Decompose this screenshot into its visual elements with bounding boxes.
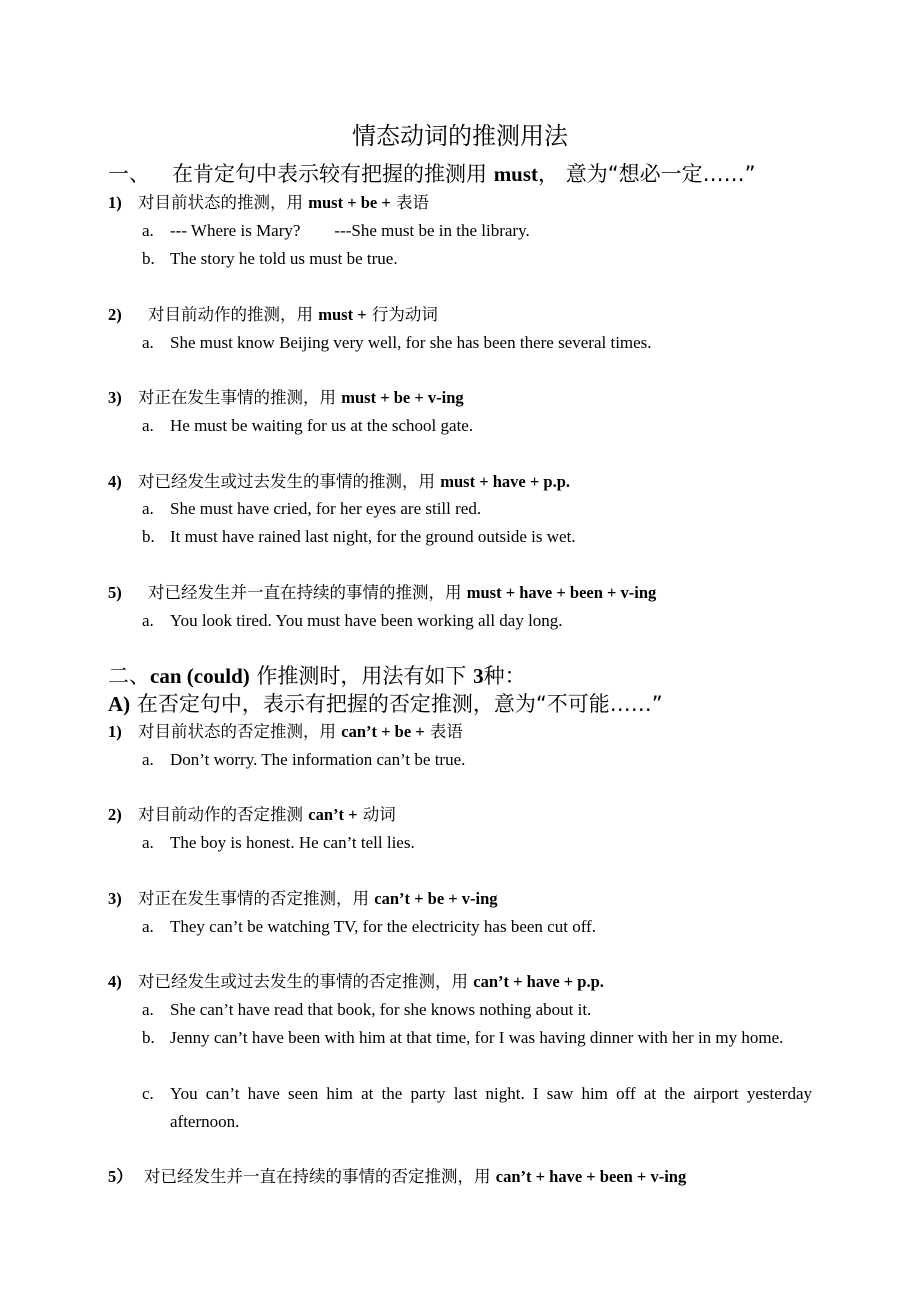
section-heading-must: 一、 在肯定句中表示较有把握的推测用 must， 意为“想必一定……” <box>108 162 756 186</box>
example-item: a. She must have cried, for her eyes are still red. <box>142 499 482 518</box>
subsection-heading-negative: A) 在否定句中，表示有把握的否定推测，意为“不可能……” <box>108 692 663 716</box>
rule-heading: 5） 对已经发生并一直在持续的事情的否定推测，用 can’t + have + been + v-ing <box>108 1167 687 1186</box>
rule-heading: 3) 对正在发生事情的推测，用 must + be + v-ing <box>108 388 464 407</box>
page-title: 情态动词的推测用法 <box>352 122 568 150</box>
example-item: b. The story he told us must be true. <box>142 249 398 268</box>
rule-heading: 1) 对目前状态的否定推测，用 can’t + be + 表语 <box>108 722 463 741</box>
rule-heading: 1) 对目前状态的推测，用 must + be + 表语 <box>108 193 430 212</box>
example-item: c. You can’t have seen him at the party last night. I saw him off at the airport yesterday afternoon. <box>142 1084 812 1131</box>
rule-heading: 5) 对已经发生并一直在持续的事情的推测，用 must + have + been + v-ing <box>108 583 657 602</box>
example-item: a. You look tired. You must have been working all day long. <box>142 611 563 630</box>
example-item: a. The boy is honest. He can’t tell lies. <box>142 833 415 852</box>
example-item: a. She can’t have read that book, for she knows nothing about it. <box>142 1000 592 1019</box>
example-item: a. He must be waiting for us at the school gate. <box>142 416 474 435</box>
section-heading-can: 二、can (could) 作推测时，用法有如下 3种： <box>108 664 526 688</box>
rule-heading: 2) 对目前动作的否定推测 can’t + 动词 <box>108 805 396 824</box>
example-item: a. They can’t be watching TV, for the electricity has been cut off. <box>142 917 596 936</box>
example-item: a. Don’t worry. The information can’t be true. <box>142 750 466 769</box>
rule-heading: 4) 对已经发生或过去发生的事情的否定推测，用 can’t + have + p.p. <box>108 972 604 991</box>
rule-heading: 4) 对已经发生或过去发生的事情的推测，用 must + have + p.p. <box>108 472 570 491</box>
rule-heading: 2) 对目前动作的推测，用 must + 行为动词 <box>108 305 438 324</box>
example-item: b. It must have rained last night, for the ground outside is wet. <box>142 527 576 546</box>
example-item: a. --- Where is Mary? ---She must be in the library. <box>142 221 530 240</box>
section-number: 二、 <box>108 664 150 688</box>
section-number: 一、 <box>108 162 150 186</box>
rule-heading: 3) 对正在发生事情的否定推测，用 can’t + be + v-ing <box>108 889 498 908</box>
example-item: b. Jenny can’t have been with him at that time, for I was having dinner with her in my home. <box>142 1028 784 1047</box>
example-item: a. She must know Beijing very well, for she has been there several times. <box>142 333 652 352</box>
